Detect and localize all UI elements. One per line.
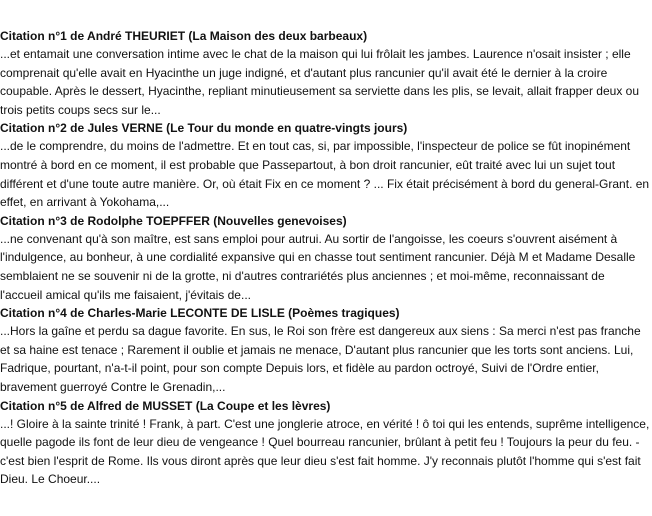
citation-text: ...ne convenant qu'à son maître, est sans emploi pour autrui. Au sortir de l'angoisse, les coeurs s'ouvrent aisément à l'indulgence, au bonheur, à une cordialité expansive qui en chasse tout sentiment rancunier. Déjà M et Madame Desalle semblaient ne se souvenir ni de la grotte, ni d'autres contrariétés plus anciennes ; et moi-même, reconnaissant de l'accueil amical qu'ils me faisaient, j'évitais de... [0,231,636,302]
citation-text: ...Hors la gaîne et perdu sa dague favorite. En sus, le Roi son frère est dangereux aux siens : Sa merci n'est pas franche et sa haine est tenace ; Rarement il oublie et jamais ne menace, D'autant plus rancunier que les torts sont anciens. Lui, Fadrique, pourtant, n'a-t-il point, pour son compte Depuis lors, et fidèle au pardon octroyé, Suivi de l'Ordre entier, bravement guerroyé Contre le Grenadin,... [0,324,641,394]
citation-2 [0,119,652,211]
citation-text: ...et entamait une conversation intime avec le chat de la maison qui lui frôlait les jambes. Laurence n'osait insister ; elle comprenait qu'elle avait en Hyacinthe un juge indigné, et d'autant plus rancunier qu'il avait été le dernier à la croire coupable. Après le dessert, Hyacinthe, repliant minutieusement sa serviette dans les plis, se levait, allait frapper deux ou trois petits coups secs sur le... [0,47,640,117]
citation-title: Citation n°5 de Alfred de MUSSET (La Coupe et les lèvres) [0,398,331,413]
citation-1 [0,27,652,119]
citation-title: Citation n°2 de Jules VERNE (Le Tour du monde en quatre-vingts jours) [0,121,408,136]
citation-text: ...! Gloire à la sainte trinité ! Frank, à part. C'est une jonglerie atroce, en vérité ! ô toi qui les entends, suprême intelligence, quelle pagode ils font de leur dieu de vengeance ! Quel bourreau rancunier, brûlant à petit feu ! Toujours la peur du feu. -c'est bien l'esprit de Rome. Ils vous diront après que leur dieu s'est fait homme. J'y reconnais plutôt l'homme qui s'est fait Dieu. Le Choeur.... [0,416,650,487]
citation-3 [0,212,652,304]
citation-4 [0,304,652,396]
citation-title: Citation n°1 de André THEURIET (La Maison des deux barbeaux) [0,29,368,43]
citation-title: Citation n°4 de Charles-Marie LECONTE DE LISLE (Poèmes tragiques) [0,306,400,321]
citation-text: ...de le comprendre, du moins de l'admettre. Et en tout cas, si, par impossible, l'inspecteur de police se fût inopinément montré à bord en ce moment, il est probable que Passepartout, à bon droit rancunier, eût traité avec lui un sujet tout différent et d'une toute autre manière. Or, où était Fix en ce moment ? ... Fix était précisément à bord du general-Grant. en effet, en arrivant à Yokohama,... [0,139,650,210]
citation-5 [0,397,652,489]
citation-title: Citation n°3 de Rodolphe TOEPFFER (Nouvelles genevoises) [0,213,347,228]
